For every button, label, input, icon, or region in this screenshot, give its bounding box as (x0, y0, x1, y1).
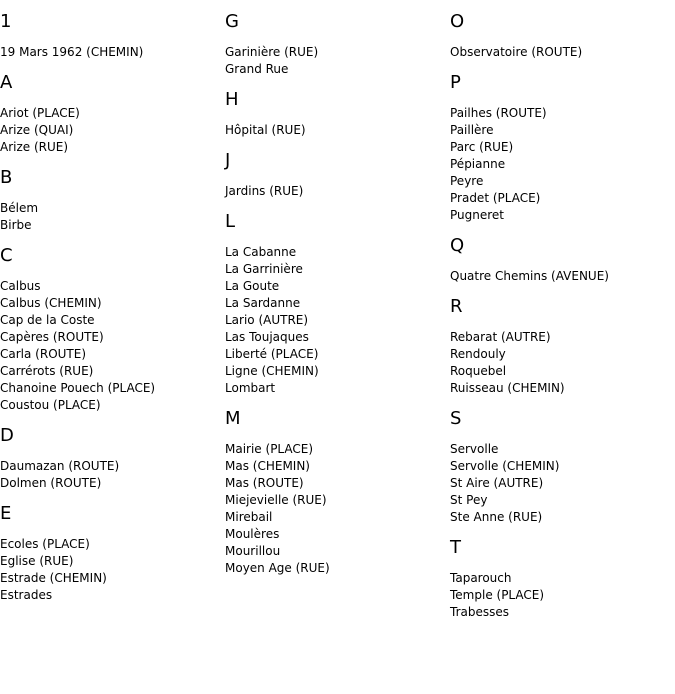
street-name-item: La Sardanne (225, 296, 301, 310)
street-name-item: La Goute (225, 279, 280, 293)
street-name-item: Estrades (0, 588, 53, 602)
section-letter-heading: O (450, 11, 465, 32)
street-name-item: Carla (ROUTE) (0, 347, 87, 361)
street-name-item: Temple (PLACE) (450, 588, 545, 602)
street-name-item: Chanoine Pouech (PLACE) (0, 381, 156, 395)
letter-group (0, 424, 220, 492)
section-letter-heading: C (0, 245, 13, 266)
section-letter-heading: S (450, 408, 462, 429)
section-letter-heading: J (225, 150, 231, 171)
street-name-item: Roquebel (450, 364, 507, 378)
letter-group (450, 10, 670, 61)
street-name-item: Mourillou (225, 544, 281, 558)
street-name-item: Arize (RUE) (0, 140, 69, 154)
letter-group (450, 234, 670, 285)
index-column (450, 10, 670, 631)
index-column (225, 10, 445, 587)
street-name-item: Birbe (0, 218, 32, 232)
street-name-item: Parc (RUE) (450, 140, 514, 154)
letter-group (225, 210, 445, 397)
section-letter-heading: H (225, 89, 239, 110)
letter-group (0, 71, 220, 156)
street-name-item: Coustou (PLACE) (0, 398, 101, 412)
street-name-item: Bélem (0, 201, 39, 215)
street-name-item: Cap de la Coste (0, 313, 95, 327)
street-name-item: Dolmen (ROUTE) (0, 476, 102, 490)
section-letter-heading: 1 (0, 11, 12, 32)
street-name-item: Ligne (CHEMIN) (225, 364, 319, 378)
street-name-item: Paillère (450, 123, 494, 137)
street-name-item: Grand Rue (225, 62, 289, 76)
street-name-item: Daumazan (ROUTE) (0, 459, 120, 473)
street-name-item: Ruisseau (CHEMIN) (450, 381, 565, 395)
street-name-item: Pugneret (450, 208, 504, 222)
street-name-item: Moulères (225, 527, 280, 541)
street-name-item: Lario (AUTRE) (225, 313, 309, 327)
street-name-item: Ste Anne (RUE) (450, 510, 543, 524)
letter-group (0, 166, 220, 234)
section-letter-heading: E (0, 503, 12, 524)
section-letter-heading: L (225, 211, 236, 232)
letter-group (450, 295, 670, 397)
street-name-item: Jardins (RUE) (225, 184, 304, 198)
section-letter-heading: A (0, 72, 13, 93)
letter-group (225, 10, 445, 78)
street-name-item: St Aire (AUTRE) (450, 476, 544, 490)
street-name-item: La Cabanne (225, 245, 297, 259)
street-name-item: Observatoire (ROUTE) (450, 45, 583, 59)
letter-group (225, 149, 445, 200)
street-name-item: Mirebail (225, 510, 273, 524)
section-letter-heading: R (450, 296, 463, 317)
street-name-item: Arize (QUAI) (0, 123, 74, 137)
index-column (0, 10, 220, 614)
letter-group (450, 71, 670, 224)
street-name-item: Liberté (PLACE) (225, 347, 319, 361)
street-name-item: Peyre (450, 174, 484, 188)
street-name-item: Servolle (450, 442, 499, 456)
letter-group (450, 407, 670, 526)
street-name-item: Estrade (CHEMIN) (0, 571, 107, 585)
street-name-item: Calbus (CHEMIN) (0, 296, 102, 310)
street-name-item: Hôpital (RUE) (225, 123, 306, 137)
street-name-item: Taparouch (450, 571, 512, 585)
section-letter-heading: G (225, 11, 239, 32)
street-name-item: Las Toujaques (225, 330, 309, 344)
letter-group (0, 502, 220, 604)
street-name-item: Mas (CHEMIN) (225, 459, 310, 473)
street-name-item: Ecoles (PLACE) (0, 537, 90, 551)
street-name-item: Servolle (CHEMIN) (450, 459, 560, 473)
street-name-item: Pépianne (450, 157, 506, 171)
street-name-item: Garinière (RUE) (225, 45, 319, 59)
street-name-item: Carrérots (RUE) (0, 364, 94, 378)
street-name-item: Calbus (0, 279, 41, 293)
letter-group (0, 244, 220, 414)
street-name-item: Trabesses (450, 605, 509, 619)
street-name-item: Ariot (PLACE) (0, 106, 80, 120)
street-name-item: La Garrinière (225, 262, 303, 276)
section-letter-heading: M (225, 408, 241, 429)
street-name-item: Eglise (RUE) (0, 554, 74, 568)
letter-group (225, 407, 445, 577)
street-name-item: Mairie (PLACE) (225, 442, 314, 456)
section-letter-heading: P (450, 72, 461, 93)
letter-group (450, 536, 670, 621)
street-name-item: Quatre Chemins (AVENUE) (450, 269, 609, 283)
street-name-item: Rendouly (450, 347, 506, 361)
section-letter-heading: T (450, 537, 461, 558)
street-name-item: Lombart (225, 381, 276, 395)
street-name-item: Pailhes (ROUTE) (450, 106, 547, 120)
section-letter-heading: Q (450, 235, 465, 256)
street-name-item: St Pey (450, 493, 488, 507)
street-name-item: Mas (ROUTE) (225, 476, 304, 490)
section-letter-heading: D (0, 425, 14, 446)
street-name-item: Miejevielle (RUE) (225, 493, 327, 507)
street-name-item: Moyen Age (RUE) (225, 561, 330, 575)
section-letter-heading: B (0, 167, 13, 188)
letter-group (225, 88, 445, 139)
street-name-item: Rebarat (AUTRE) (450, 330, 551, 344)
street-name-item: Capères (ROUTE) (0, 330, 104, 344)
letter-group (0, 10, 220, 61)
street-name-item: Pradet (PLACE) (450, 191, 541, 205)
street-name-item: 19 Mars 1962 (CHEMIN) (0, 45, 144, 59)
